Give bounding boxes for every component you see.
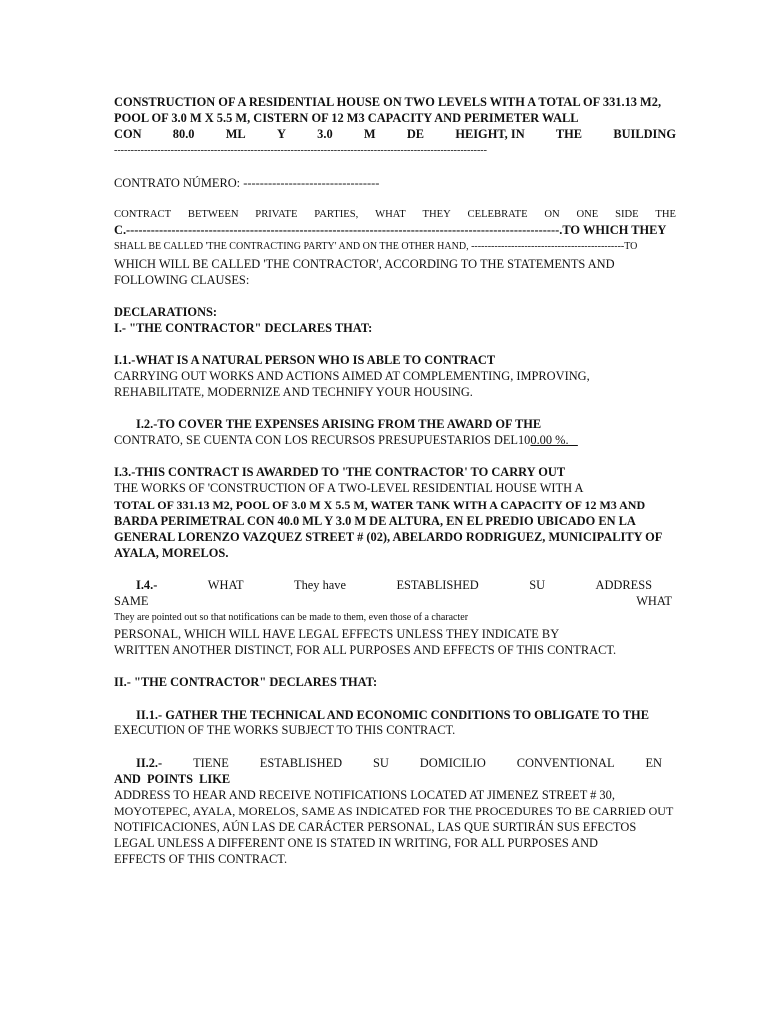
- ii2-line-2: AND POINTS LIKE: [114, 772, 231, 786]
- intro-word: CELEBRATE: [467, 209, 528, 220]
- i3-line-2: TOTAL OF 331.13 M2, POOL OF 3.0 M X 5.5 M, WATER TANK WITH A CAPACITY OF 12 M3 AND: [114, 498, 646, 512]
- i4-line-2: [114, 593, 672, 609]
- ii2-line-1: [136, 755, 662, 771]
- intro-word: ON: [544, 209, 560, 220]
- title-line-3: [114, 126, 676, 142]
- ii1-line-1: EXECUTION OF THE WORKS SUBJECT TO THIS CONTRACT.: [114, 723, 456, 737]
- contractor-declares-heading: I.- "THE CONTRACTOR" DECLARES THAT:: [114, 321, 373, 335]
- intro-word: PRIVATE: [255, 209, 298, 220]
- title-line-1: CONSTRUCTION OF A RESIDENTIAL HOUSE ON TWO LEVELS WITH A TOTAL OF 331.13 M2,: [114, 95, 662, 109]
- ii2-line-7: EFFECTS OF THIS CONTRACT.: [114, 852, 288, 866]
- intro-line-2: C.---------------------------------------------------------------------------------------------------------.TO WHICH THEY: [114, 223, 667, 237]
- intro-word: ONE: [576, 209, 599, 220]
- intro-line-3: SHALL BE CALLED 'THE CONTRACTING PARTY' AND ON THE OTHER HAND, ----------------------------------------------TO: [114, 241, 638, 252]
- intro-word: PARTIES,: [314, 209, 359, 220]
- i3-line-1: THE WORKS OF 'CONSTRUCTION OF A TWO-LEVEL RESIDENTIAL HOUSE WITH A: [114, 481, 584, 495]
- i3-line-3: BARDA PERIMETRAL CON 40.0 ML Y 3.0 M DE ALTURA, EN EL PREDIO UBICADO EN LA: [114, 514, 636, 528]
- i1-line-1: CARRYING OUT WORKS AND ACTIONS AIMED AT COMPLEMENTING, IMPROVING,: [114, 369, 590, 383]
- title-word: DE: [406, 127, 425, 141]
- i4-word: They have: [294, 578, 346, 592]
- ii2-number: II.2.-: [136, 756, 163, 770]
- ii2-word: SU: [373, 756, 389, 770]
- i4-line-3: They are pointed out so that notifications can be made to them, even those of a character: [114, 612, 469, 623]
- title-word: Y: [276, 127, 286, 141]
- ii2-line-4: MOYOTEPEC, AYALA, MORELOS, SAME AS INDICATED FOR THE PROCEDURES TO BE CARRIED OUT: [114, 804, 674, 818]
- i3-line-4: GENERAL LORENZO VAZQUEZ STREET # (02), ABELARDO RODRIGUEZ, MUNICIPALITY OF: [114, 530, 663, 544]
- ii2-line-3: ADDRESS TO HEAR AND RECEIVE NOTIFICATIONS LOCATED AT JIMENEZ STREET # 30,: [114, 788, 615, 802]
- i2-percent: 0.00 %.: [530, 433, 578, 447]
- ii2-word: EN: [645, 756, 662, 770]
- intro-word: BETWEEN: [187, 209, 239, 220]
- i4-line-1: [136, 577, 652, 593]
- ii-heading: II.- "THE CONTRACTOR" DECLARES THAT:: [114, 675, 378, 689]
- i2-line-text: CONTRATO, SE CUENTA CON LOS RECURSOS PRESUPUESTARIOS DEL10: [114, 433, 531, 447]
- title-dash-line: ----------------------------------------------------------------------------------------------------------------: [114, 145, 487, 156]
- intro-word: WHAT: [375, 209, 406, 220]
- ii2-word: DOMICILIO: [419, 756, 486, 770]
- title-word: HEIGHT, IN: [455, 127, 525, 141]
- i4-word: ADDRESS: [595, 578, 652, 592]
- contract-number: CONTRATO NÚMERO: ---------------------------------: [114, 176, 380, 190]
- i4-word: WHAT: [636, 594, 672, 608]
- i4-word: SU: [529, 578, 546, 592]
- title-word: ML: [225, 127, 246, 141]
- intro-word: THE: [655, 209, 676, 220]
- title-word: 3.0: [317, 127, 333, 141]
- i2-heading: I.2.-TO COVER THE EXPENSES ARISING FROM THE AWARD OF THE: [136, 417, 542, 431]
- i4-line-4: PERSONAL, WHICH WILL HAVE LEGAL EFFECTS UNLESS THEY INDICATE BY: [114, 627, 560, 641]
- intro-line-5: FOLLOWING CLAUSES:: [114, 273, 250, 287]
- i4-word: SAME: [114, 594, 149, 608]
- title-word: 80.0: [172, 127, 195, 141]
- intro-line-1: [114, 207, 676, 223]
- title-word: BUILDING: [613, 127, 676, 141]
- i4-word: WHAT: [207, 578, 244, 592]
- title-word: CON: [114, 127, 142, 141]
- i2-line-1: [114, 432, 676, 448]
- ii2-line-5: NOTIFICACIONES, AÚN LAS DE CARÁCTER PERSONAL, LAS QUE SURTIRÁN SUS EFECTOS: [114, 820, 637, 834]
- ii2-word: CONVENTIONAL: [516, 756, 615, 770]
- i3-heading: I.3.-THIS CONTRACT IS AWARDED TO 'THE CONTRACTOR' TO CARRY OUT: [114, 465, 566, 479]
- title-word: M: [363, 127, 376, 141]
- i1-line-2: REHABILITATE, MODERNIZE AND TECHNIFY YOUR HOUSING.: [114, 385, 473, 399]
- title-word: THE: [555, 127, 583, 141]
- i4-line-5: WRITTEN ANOTHER DISTINCT, FOR ALL PURPOSES AND EFFECTS OF THIS CONTRACT.: [114, 643, 617, 657]
- ii2-word: TIENE: [193, 756, 229, 770]
- intro-word: SIDE: [615, 209, 639, 220]
- i3-line-5: AYALA, MORELOS.: [114, 546, 229, 560]
- ii2-line-6: LEGAL UNLESS A DIFFERENT ONE IS STATED IN WRITING, FOR ALL PURPOSES AND: [114, 836, 598, 850]
- i4-word: ESTABLISHED: [396, 578, 479, 592]
- intro-line-4: WHICH WILL BE CALLED 'THE CONTRACTOR', ACCORDING TO THE STATEMENTS AND: [114, 257, 615, 271]
- i1-heading: I.1.-WHAT IS A NATURAL PERSON WHO IS ABLE TO CONTRACT: [114, 353, 496, 367]
- intro-word: THEY: [422, 209, 451, 220]
- declarations-heading: DECLARATIONS:: [114, 305, 218, 319]
- ii2-word: ESTABLISHED: [259, 756, 343, 770]
- i4-number: I.4.-: [136, 578, 158, 592]
- title-line-2: POOL OF 3.0 M X 5.5 M, CISTERN OF 12 M3 CAPACITY AND PERIMETER WALL: [114, 111, 579, 125]
- intro-word: CONTRACT: [114, 209, 172, 220]
- ii1-heading: II.1.- GATHER THE TECHNICAL AND ECONOMIC CONDITIONS TO OBLIGATE TO THE: [136, 708, 649, 722]
